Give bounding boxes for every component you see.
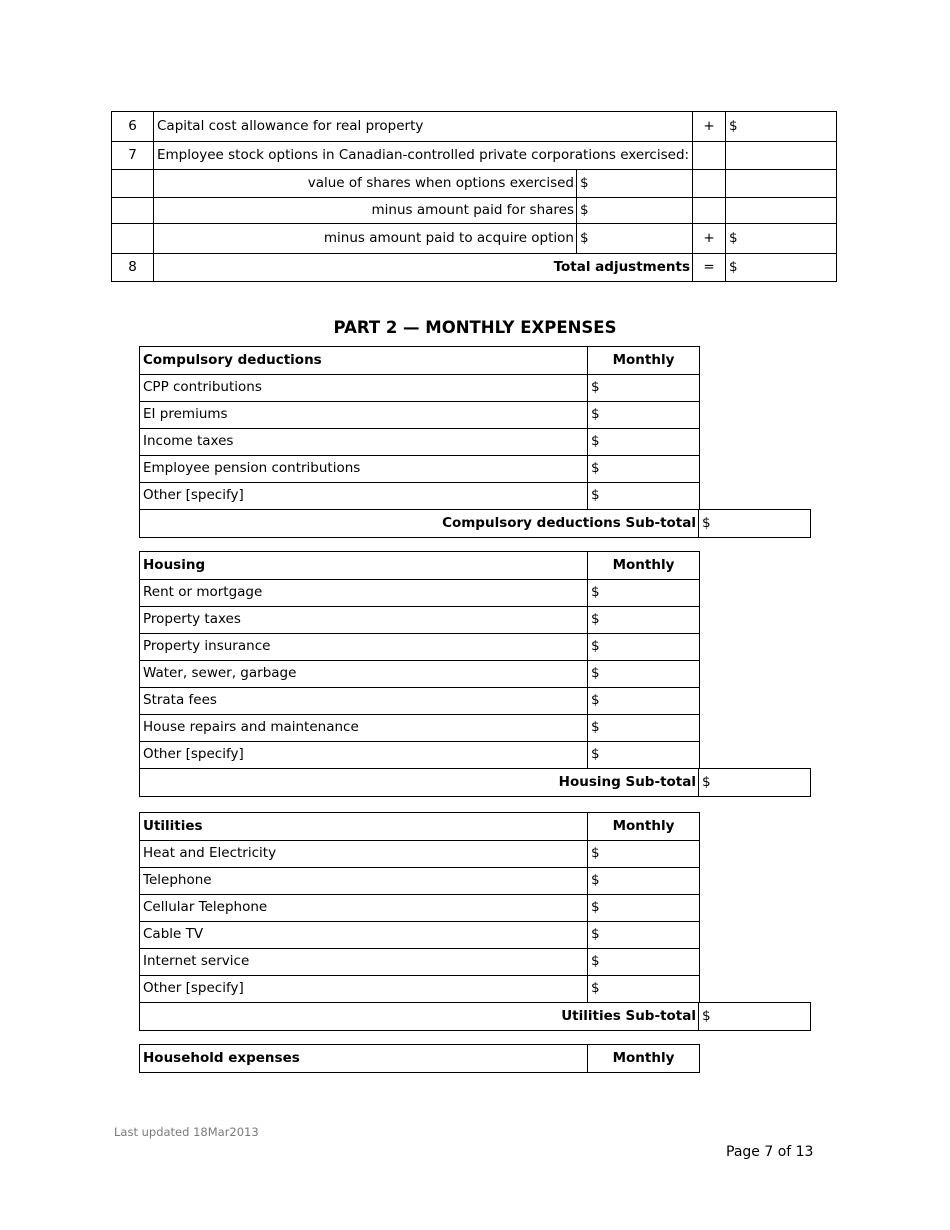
expense-item-heat-and-electricity: Heat and Electricity bbox=[139, 840, 588, 868]
expense-item-cellular-telephone: Cellular Telephone bbox=[139, 894, 588, 922]
part2-title: PART 2 — MONTHLY EXPENSES bbox=[333, 318, 617, 337]
monthly-amount-field[interactable]: $ bbox=[587, 840, 700, 868]
expense-item-ei-premiums: EI premiums bbox=[139, 401, 588, 429]
row-number bbox=[111, 169, 154, 198]
utilities-monthly-header: Monthly bbox=[587, 812, 700, 841]
row-operator bbox=[692, 141, 726, 170]
utilities-subtotal-label: Utilities Sub-total bbox=[139, 1002, 699, 1031]
monthly-amount-field[interactable]: $ bbox=[587, 921, 700, 949]
expense-item-cpp-contributions: CPP contributions bbox=[139, 374, 588, 402]
total-adjustments-label: Total adjustments bbox=[153, 253, 693, 282]
monthly-amount-field[interactable]: $ bbox=[587, 714, 700, 742]
utilities-header: Utilities bbox=[139, 812, 588, 841]
expense-item-water-sewer-garbage: Water, sewer, garbage bbox=[139, 660, 588, 688]
monthly-amount-field[interactable]: $ bbox=[587, 948, 700, 976]
row-amount-field[interactable] bbox=[725, 169, 837, 198]
expense-item-other-specify: Other [specify] bbox=[139, 741, 588, 769]
row-amount-field[interactable] bbox=[725, 141, 837, 170]
monthly-amount-field[interactable]: $ bbox=[587, 482, 700, 510]
household-expenses-header: Household expenses bbox=[139, 1044, 588, 1073]
row-label: value of shares when options exercised bbox=[153, 169, 577, 198]
housing-monthly-header: Monthly bbox=[587, 551, 700, 580]
row-operator: + bbox=[692, 111, 726, 142]
expense-item-property-insurance: Property insurance bbox=[139, 633, 588, 661]
inner-amount-field[interactable]: $ bbox=[576, 223, 693, 254]
housing-header: Housing bbox=[139, 551, 588, 580]
row-label: minus amount paid to acquire option bbox=[153, 223, 577, 254]
utilities-subtotal-field[interactable]: $ bbox=[698, 1002, 811, 1031]
row-label: Employee stock options in Canadian-controlled private corporations exercised: bbox=[153, 141, 693, 170]
row-operator: + bbox=[692, 223, 726, 254]
row-operator bbox=[692, 197, 726, 224]
monthly-amount-field[interactable]: $ bbox=[587, 975, 700, 1003]
expense-item-property-taxes: Property taxes bbox=[139, 606, 588, 634]
monthly-amount-field[interactable]: $ bbox=[587, 455, 700, 483]
compulsory-deductions-subtotal-label: Compulsory deductions Sub-total bbox=[139, 509, 699, 538]
last-updated: Last updated 18Mar2013 bbox=[114, 1125, 259, 1139]
monthly-amount-field[interactable]: $ bbox=[587, 633, 700, 661]
row-number: 6 bbox=[111, 111, 154, 142]
expense-item-house-repairs-and-maintenance: House repairs and maintenance bbox=[139, 714, 588, 742]
expense-item-telephone: Telephone bbox=[139, 867, 588, 895]
monthly-amount-field[interactable]: $ bbox=[587, 428, 700, 456]
expense-item-strata-fees: Strata fees bbox=[139, 687, 588, 715]
row-amount-field[interactable]: $ bbox=[725, 111, 837, 142]
row-number bbox=[111, 223, 154, 254]
monthly-amount-field[interactable]: $ bbox=[587, 579, 700, 607]
expense-item-other-specify: Other [specify] bbox=[139, 482, 588, 510]
inner-amount-field[interactable]: $ bbox=[576, 169, 693, 198]
row-operator: = bbox=[692, 253, 726, 282]
row-number: 8 bbox=[111, 253, 154, 282]
housing-subtotal-label: Housing Sub-total bbox=[139, 768, 699, 797]
monthly-amount-field[interactable]: $ bbox=[587, 374, 700, 402]
row-number bbox=[111, 197, 154, 224]
expense-item-rent-or-mortgage: Rent or mortgage bbox=[139, 579, 588, 607]
monthly-amount-field[interactable]: $ bbox=[587, 741, 700, 769]
monthly-amount-field[interactable]: $ bbox=[587, 401, 700, 429]
household-expenses-monthly-header: Monthly bbox=[587, 1044, 700, 1073]
expense-item-cable-tv: Cable TV bbox=[139, 921, 588, 949]
monthly-amount-field[interactable]: $ bbox=[587, 687, 700, 715]
expense-item-other-specify: Other [specify] bbox=[139, 975, 588, 1003]
row-amount-field[interactable]: $ bbox=[725, 223, 837, 254]
monthly-amount-field[interactable]: $ bbox=[587, 660, 700, 688]
compulsory-deductions-subtotal-field[interactable]: $ bbox=[698, 509, 811, 538]
compulsory-deductions-monthly-header: Monthly bbox=[587, 346, 700, 375]
row-operator bbox=[692, 169, 726, 198]
total-adjustments-field[interactable]: $ bbox=[725, 253, 837, 282]
expense-item-employee-pension-contributions: Employee pension contributions bbox=[139, 455, 588, 483]
row-number: 7 bbox=[111, 141, 154, 170]
compulsory-deductions-header: Compulsory deductions bbox=[139, 346, 588, 375]
monthly-amount-field[interactable]: $ bbox=[587, 894, 700, 922]
page-number: Page 7 of 13 bbox=[726, 1144, 814, 1160]
row-amount-field[interactable] bbox=[725, 197, 837, 224]
monthly-amount-field[interactable]: $ bbox=[587, 606, 700, 634]
expense-item-income-taxes: Income taxes bbox=[139, 428, 588, 456]
row-label: minus amount paid for shares bbox=[153, 197, 577, 224]
inner-amount-field[interactable]: $ bbox=[576, 197, 693, 224]
housing-subtotal-field[interactable]: $ bbox=[698, 768, 811, 797]
monthly-amount-field[interactable]: $ bbox=[587, 867, 700, 895]
expense-item-internet-service: Internet service bbox=[139, 948, 588, 976]
row-label: Capital cost allowance for real property bbox=[153, 111, 693, 142]
